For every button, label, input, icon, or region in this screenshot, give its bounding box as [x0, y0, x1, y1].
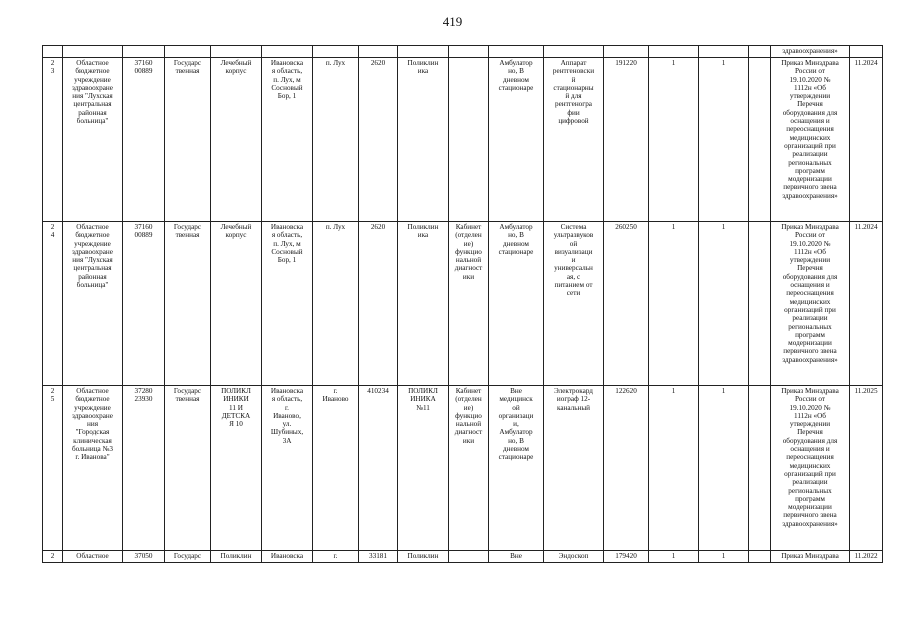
cell-oktmo: 410234: [359, 386, 398, 551]
cell-date: 11.2025: [850, 386, 883, 551]
cell: [649, 46, 699, 58]
cell-equipment: Система ультразвуков ой визуализаци и универсальн ая, с питанием от сети: [544, 222, 604, 386]
cell-date: 11.2024: [850, 222, 883, 386]
cell-equipment-code: 191220: [604, 58, 649, 222]
cell-number: 2 3: [43, 58, 63, 222]
cell-cabinet: [449, 58, 489, 222]
table-row-continuation: [43, 46, 883, 58]
equipment-register-table: [42, 45, 883, 563]
cell-ownership: Государс твенная: [165, 58, 211, 222]
cell-empty: [749, 551, 771, 563]
cell-organization: Областное бюджетное учреждение здравоохране ния "Лухская центральная районная больница": [63, 222, 123, 386]
cell-empty: [749, 222, 771, 386]
cell-number: 2: [43, 551, 63, 563]
cell-equipment-code: 179420: [604, 551, 649, 563]
cell-number: 2 5: [43, 386, 63, 551]
cell-empty: [749, 58, 771, 222]
cell-address: Ивановска я область, г. Иваново, ул. Шубиных, 3А: [262, 386, 313, 551]
cell-conditions: Вне медицинск ой организаци и, Амбулатор но, В дневном стационаре: [489, 386, 544, 551]
cell-oktmo: 2620: [359, 222, 398, 386]
cell-basis: Приказ Минздрава России от 19.10.2020 № 1112н «Об утверждении Перечня оборудования для оснащения и переоснащения медицинских организаций при реализации региональных программ модернизации первичного звена здравоохранения»: [771, 58, 850, 222]
cell-locality: п. Лух: [313, 222, 359, 386]
cell: [398, 46, 449, 58]
cell-unit: Поликлин ика: [398, 58, 449, 222]
table-row: [43, 386, 883, 551]
cell-address: Ивановска: [262, 551, 313, 563]
table-row: [43, 551, 883, 563]
cell-quantity: 1: [699, 551, 749, 563]
cell-conditions: Вне: [489, 551, 544, 563]
cell: [313, 46, 359, 58]
cell-basis-tail: здравоохранения»: [771, 46, 850, 58]
cell-unit: Поликлин: [398, 551, 449, 563]
cell-basis: Приказ Минздрава России от 19.10.2020 № 1112н «Об утверждении Перечня оборудования для оснащения и переоснащения медицинских организаций при реализации региональных программ модернизации первичного звена здравоохранения»: [771, 386, 850, 551]
cell-building: Лечебный корпус: [211, 222, 262, 386]
cell-conditions: Амбулатор но, В дневном стационаре: [489, 222, 544, 386]
cell: [544, 46, 604, 58]
cell-date: 11.2024: [850, 58, 883, 222]
table-row: [43, 222, 883, 386]
cell: [359, 46, 398, 58]
cell-quantity: 1: [699, 222, 749, 386]
cell-locality: г. Иваново: [313, 386, 359, 551]
cell-quantity: 1: [649, 58, 699, 222]
cell-building: Поликлин: [211, 551, 262, 563]
cell-quantity: 1: [649, 386, 699, 551]
cell: [63, 46, 123, 58]
cell-organization: Областное бюджетное учреждение здравоохране ния "Лухская центральная районная больница": [63, 58, 123, 222]
cell-locality: г.: [313, 551, 359, 563]
cell-equipment: Аппарат рентгеновски й стационарны й для рентгеногра фии цифровой: [544, 58, 604, 222]
cell-ownership: Государс: [165, 551, 211, 563]
table-row: [43, 58, 883, 222]
cell-quantity: 1: [649, 551, 699, 563]
cell-unit: Поликлин ика: [398, 222, 449, 386]
cell-date: 11.2022: [850, 551, 883, 563]
cell-basis: Приказ Минздрава России от 19.10.2020 № 1112н «Об утверждении Перечня оборудования для оснащения и переоснащения медицинских организаций при реализации региональных программ модернизации первичного звена здравоохранения»: [771, 222, 850, 386]
cell-equipment-code: 122620: [604, 386, 649, 551]
cell-code: 37050: [123, 551, 165, 563]
cell-equipment: Эндоскоп: [544, 551, 604, 563]
cell-quantity: 1: [699, 58, 749, 222]
cell: [850, 46, 883, 58]
cell-building: ПОЛИКЛ ИНИКИ 11 И ДЕТСКА Я 10: [211, 386, 262, 551]
cell-code: 37160 00889: [123, 222, 165, 386]
cell: [749, 46, 771, 58]
cell-quantity: 1: [649, 222, 699, 386]
cell-basis: Приказ Минздрава: [771, 551, 850, 563]
cell-quantity: 1: [699, 386, 749, 551]
cell-oktmo: 33181: [359, 551, 398, 563]
cell-address: Ивановска я область, п. Лух, м Сосновый Бор, 1: [262, 58, 313, 222]
cell: [211, 46, 262, 58]
cell-organization: Областное: [63, 551, 123, 563]
cell: [604, 46, 649, 58]
cell: [699, 46, 749, 58]
cell-equipment: Электрокард иограф 12- канальный: [544, 386, 604, 551]
cell-cabinet: Кабинет (отделен ие) функцио нальной диагност ики: [449, 386, 489, 551]
cell: [489, 46, 544, 58]
cell-organization: Областное бюджетное учреждение здравоохране ния "Городская клиническая больница №3 г. Иванова": [63, 386, 123, 551]
cell-equipment-code: 260250: [604, 222, 649, 386]
cell-empty: [749, 386, 771, 551]
cell: [123, 46, 165, 58]
cell: [165, 46, 211, 58]
cell-number: 2 4: [43, 222, 63, 386]
cell-code: 37280 23930: [123, 386, 165, 551]
cell-building: Лечебный корпус: [211, 58, 262, 222]
cell-oktmo: 2620: [359, 58, 398, 222]
cell-ownership: Государс твенная: [165, 386, 211, 551]
cell-ownership: Государс твенная: [165, 222, 211, 386]
cell-locality: п. Лух: [313, 58, 359, 222]
cell-code: 37160 00889: [123, 58, 165, 222]
cell: [262, 46, 313, 58]
cell-unit: ПОЛИКЛ ИНИКА №11: [398, 386, 449, 551]
cell-conditions: Амбулатор но, В дневном стационаре: [489, 58, 544, 222]
cell-address: Ивановска я область, п. Лух, м Сосновый Бор, 1: [262, 222, 313, 386]
cell: [449, 46, 489, 58]
page-number: 419: [442, 14, 463, 29]
cell-cabinet: [449, 551, 489, 563]
cell-cabinet: Кабинет (отделен ие) функцио нальной диагност ики: [449, 222, 489, 386]
cell: [43, 46, 63, 58]
